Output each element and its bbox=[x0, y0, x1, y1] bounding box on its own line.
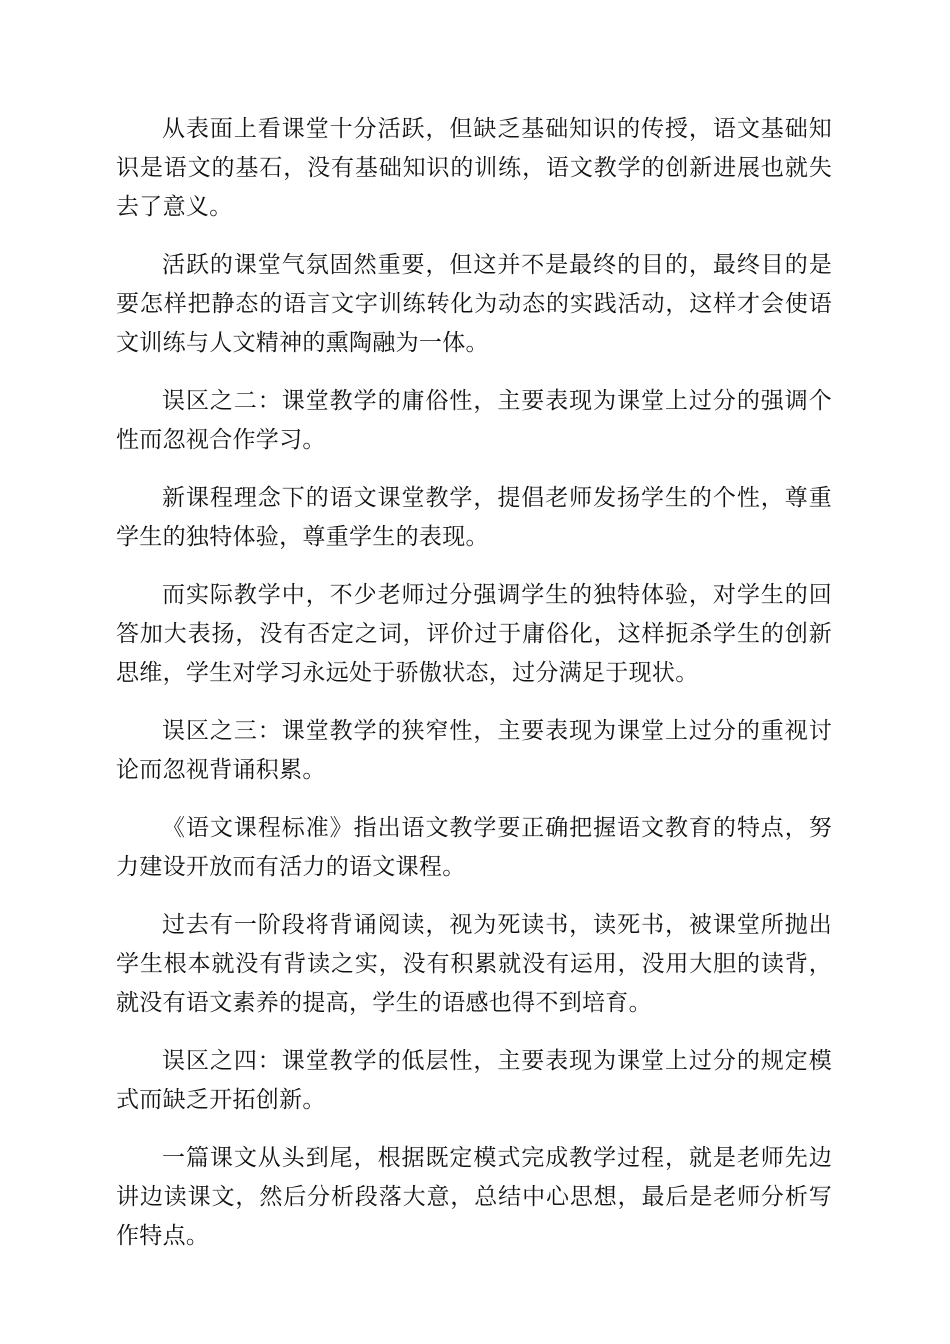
paragraph-10: 一篇课文从头到尾，根据既定模式完成教学过程，就是老师先边讲边读课文，然后分析段落大意，总结中心思想，最后是老师分析写作特点。 bbox=[116, 1145, 832, 1249]
paragraph-7: 《语文课程标准》指出语文教学要正确把握语文教育的特点，努力建设开放而有活力的语文课程。 bbox=[116, 815, 832, 880]
paragraph-3: 误区之二：课堂教学的庸俗性，主要表现为课堂上过分的强调个性而忽视合作学习。 bbox=[116, 388, 832, 453]
paragraph-5: 而实际教学中，不少老师过分强调学生的独特体验，对学生的回答加大表扬，没有否定之词，评价过于庸俗化，这样扼杀学生的创新思维，学生对学习永远处于骄傲状态，过分满足于现状。 bbox=[116, 582, 832, 686]
paragraph-2: 活跃的课堂气氛固然重要，但这并不是最终的目的，最终目的是要怎样把静态的语言文字训练转化为动态的实践活动，这样才会使语文训练与人文精神的熏陶融为一体。 bbox=[116, 252, 832, 356]
document-page bbox=[116, 110, 832, 1275]
paragraph-4: 新课程理念下的语文课堂教学，提倡老师发扬学生的个性，尊重学生的独特体验，尊重学生的表现。 bbox=[116, 485, 832, 550]
paragraph-8: 过去有一阶段将背诵阅读，视为死读书，读死书，被课堂所抛出学生根本就没有背读之实，没有积累就没有运用，没用大胆的读背，就没有语文素养的提高，学生的语感也得不到培育。 bbox=[116, 912, 832, 1016]
paragraph-1: 从表面上看课堂十分活跃，但缺乏基础知识的传授，语文基础知识是语文的基石，没有基础知识的训练，语文教学的创新进展也就失去了意义。 bbox=[116, 116, 832, 220]
paragraph-9: 误区之四：课堂教学的低层性，主要表现为课堂上过分的规定模式而缺乏开拓创新。 bbox=[116, 1048, 832, 1113]
paragraph-6: 误区之三：课堂教学的狭窄性，主要表现为课堂上过分的重视讨论而忽视背诵积累。 bbox=[116, 718, 832, 783]
